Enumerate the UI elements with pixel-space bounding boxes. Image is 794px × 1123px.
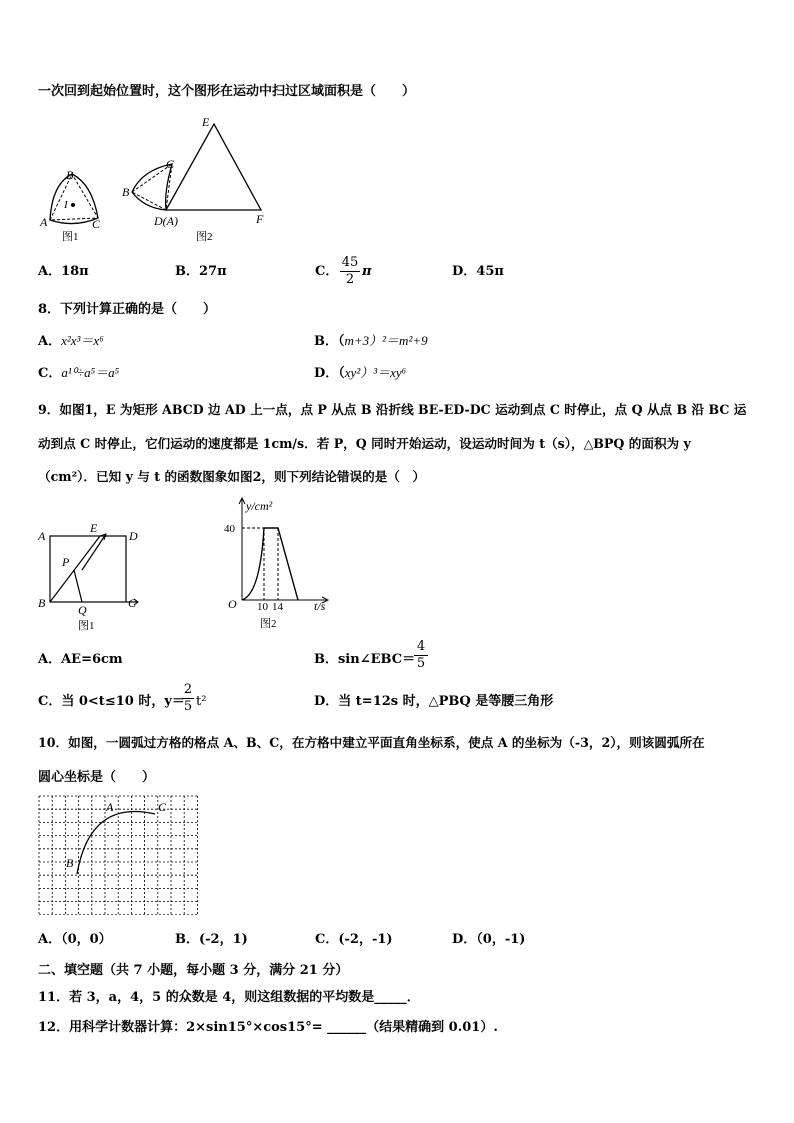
q9-fig2-y40: 40 [224,523,235,535]
q7-fig2-label-B: B [122,185,130,199]
q7-fig1-reuleaux [50,174,98,224]
q9-option-c-den: 5 [183,699,193,714]
q7-fig1-caption: 图1 [62,231,79,243]
q9-option-c-prefix: C．当 0<t≤10 时，y＝ [38,694,185,709]
q7-option-c-den: 2 [345,272,355,287]
q9-option-b-prefix: B．sin∠EBC＝ [314,652,416,667]
q11: 11．若 3，a，4，5 的众数是 4，则这组数据的平均数是_____． [38,990,420,1005]
q7-fig2-label-E: E [202,115,210,129]
q7-fig2-label-D: D(A) [154,214,178,228]
q10-option-b: B．(-2，1) [175,932,248,947]
q7-option-a: A．18π [38,264,89,279]
q7-stem: 一次回到起始位置时，这个图形在运动中扫过区域面积是（ ） [38,84,416,99]
q9-fig2-xlabel: t/s [314,599,326,613]
q9-fig1-label-A: A [38,529,46,543]
q8-option-a-expr: x²x³＝x⁶ [61,333,104,348]
q10-line1: 10．如图，一圆弧过方格的格点 A、B、C，在方格中建立平面直角坐标系，使点 A 的坐标为（-3，2），则该圆弧所在 [38,735,705,750]
q10-option-d: D．（0，-1) [452,932,526,947]
q9-fig2-x1: 10 [257,601,268,613]
q9-option-b-fraction [414,640,428,671]
q9-fig1-label-E: E [90,521,98,535]
q9-option-c-suffix: t² [196,694,207,709]
q10-option-a: A．（0，0） [38,932,112,947]
q7-option-c-num: 45 [341,255,359,270]
q9-fig1-label-P: P [62,555,70,569]
q9-fig2-ylabel: y/cm² [246,499,273,513]
q9-line3: （cm²）．已知 y 与 t 的函数图象如图2，则下列结论错误的是（ ） [38,469,426,484]
q7-option-c-prefix: C． [315,264,339,279]
q8-option-b-expr: m+3）²＝m²+9 [344,333,428,348]
q8-option-c-expr: a¹⁰÷a⁵＝a⁵ [61,365,120,380]
q9-option-b-den: 5 [416,656,426,671]
q7-figure [36,112,276,247]
q7-option-c-suffix: π [362,264,372,279]
q9-option-c-fraction [182,683,194,714]
q7-fig1-label-B: B [66,168,74,182]
q9-option-c-num: 2 [183,682,193,697]
q7-fig2-caption: 图2 [196,231,213,243]
q9-fig1-label-C: C [128,596,137,610]
q7-fig1-label-I: I [64,199,68,211]
q9-fig2-origin: O [228,597,237,611]
section2-heading: 二、填空题（共 7 小题，每小题 3 分，满分 21 分） [38,963,349,978]
q10-line2: 圆心坐标是（ ） [38,770,156,785]
q9-fig1-label-D: D [129,529,138,543]
q10-label-A: A [106,800,114,814]
q9-option-d: D．当 t=12s 时，△PBQ 是等腰三角形 [314,694,554,709]
q8-option-d-prefix: D．（ [314,366,345,381]
q9-fig1-label-B: B [38,596,46,610]
q7-option-b: B．27π [175,264,227,279]
q8-option-b [314,333,428,350]
q10-option-c: C．(-2，-1) [315,932,393,947]
q8-stem: 8．下列计算正确的是（ ） [38,302,217,317]
q9-fig2-caption: 图2 [260,618,277,630]
q8-option-c [38,365,119,382]
q8-option-d [314,365,406,382]
q9-option-b-num: 4 [416,639,426,654]
q7-option-c-fraction [340,256,360,287]
q9-fig2-x2: 14 [272,601,283,613]
q7-fig1-label-C: C [92,217,101,231]
q9-figure [34,490,344,635]
q8-option-b-prefix: B．（ [314,334,345,349]
q7-fig1-label-A: A [40,215,48,229]
q9-line1: 9．如图1，E 为矩形 ABCD 边 AD 上一点，点 P 从点 B 沿折线 BE-ED-DC 运动到点 C 时停止，点 Q 从点 B 沿 BC 运 [38,402,747,417]
q7-fig2-triangle [132,124,261,210]
q10-grid-figure [38,795,200,915]
q8-option-a [38,333,104,350]
q10-label-C: C [158,800,167,814]
q9-fig2-axes [239,498,328,603]
q10-arc [77,812,155,875]
q9-option-a: A．AE=6cm [38,652,123,667]
q9-line2: 动到点 C 时停止，它们运动的速度都是 1cm/s．若 P，Q 同时开始运动，设运动时间为 t（s），△BPQ 的面积为 y [38,436,691,451]
q8-option-d-expr: xy²）³＝xy⁶ [344,365,407,380]
q9-fig1-label-Q: Q [78,603,87,617]
q9-fig1-caption: 图1 [78,620,95,632]
q8-option-a-prefix: A． [38,334,62,349]
q7-option-d: D．45π [452,264,504,279]
q12: 12．用科学计数器计算：2×sin15°×cos15°= ______（结果精确到 0.01）. [38,1020,498,1035]
q8-option-c-prefix: C． [38,366,62,381]
q9-fig2-curve [242,528,298,600]
q7-fig2-label-C: C [166,157,175,171]
q10-label-B: B [66,856,74,870]
q7-fig2-label-F: F [256,212,264,226]
